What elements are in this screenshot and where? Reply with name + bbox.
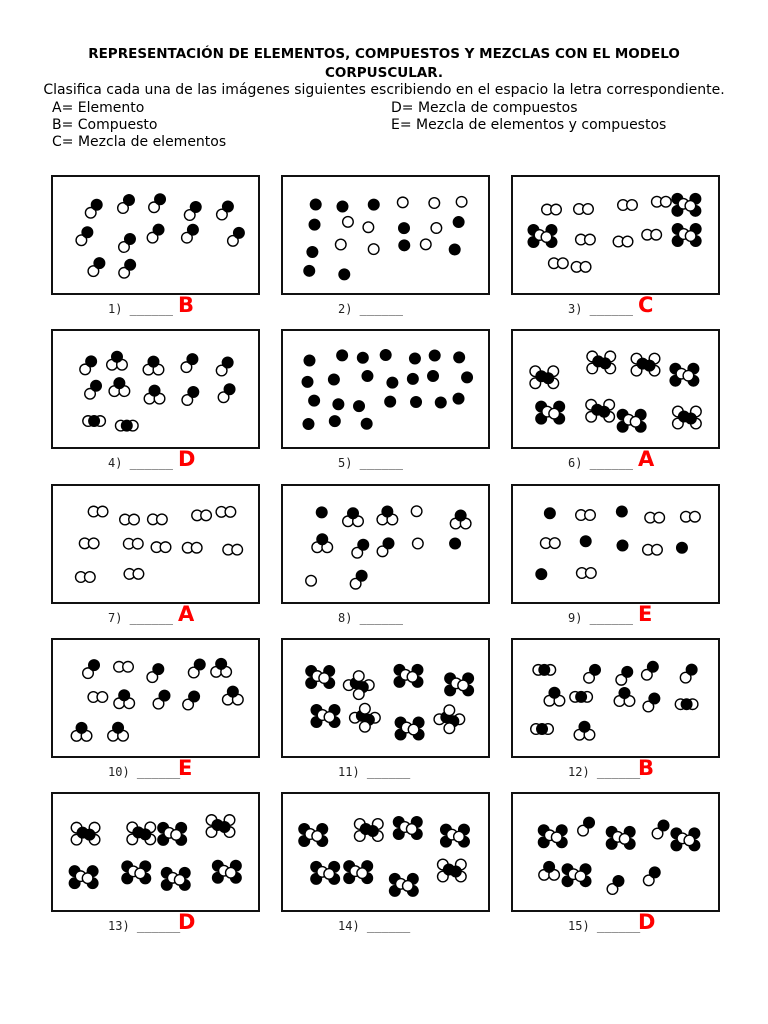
black-atom	[408, 374, 419, 385]
black-atom	[84, 829, 95, 840]
white-atom	[408, 724, 419, 735]
black-atom	[399, 223, 410, 234]
particles-svg	[283, 331, 488, 447]
answer-blank-7[interactable]: 7) ______	[108, 611, 174, 625]
white-atom	[174, 875, 185, 886]
black-atom	[450, 538, 461, 549]
white-atom	[411, 506, 422, 517]
particles-svg	[513, 177, 718, 293]
white-atom	[413, 538, 424, 549]
handwritten-answer-12: B	[638, 756, 655, 780]
handwritten-answer-10: E	[178, 756, 193, 780]
white-atom	[191, 542, 202, 553]
white-atom	[458, 680, 469, 691]
particles-svg	[283, 794, 488, 910]
white-atom	[324, 869, 335, 880]
black-atom	[302, 377, 313, 388]
white-atom	[357, 868, 368, 879]
black-atom	[149, 385, 160, 396]
particle-diagram-14	[281, 792, 490, 912]
particles-svg	[513, 640, 718, 756]
answer-blank-12[interactable]: 12) ______	[568, 765, 641, 779]
black-atom	[125, 260, 136, 271]
black-atom	[333, 399, 344, 410]
answer-blank-9[interactable]: 9) ______	[568, 611, 634, 625]
particles-svg	[53, 177, 258, 293]
answer-blank-8[interactable]: 8) ______	[338, 611, 404, 625]
legend-b: B= Compuesto	[52, 117, 158, 133]
answer-blank-10[interactable]: 10) ______	[108, 765, 181, 779]
black-atom	[613, 876, 624, 887]
particle-diagram-11	[281, 638, 490, 758]
black-atom	[462, 372, 473, 383]
white-atom	[123, 662, 134, 673]
black-atom	[358, 539, 369, 550]
white-atom	[403, 881, 414, 892]
black-atom	[454, 352, 465, 363]
black-atom	[188, 387, 199, 398]
white-atom	[363, 222, 374, 233]
black-atom	[159, 690, 170, 701]
white-atom	[652, 544, 663, 555]
black-atom	[649, 867, 660, 878]
black-atom	[584, 817, 595, 828]
black-atom	[76, 723, 87, 734]
white-atom	[580, 262, 591, 273]
answer-blank-3[interactable]: 3) ______	[568, 302, 634, 316]
white-atom	[97, 692, 108, 703]
handwritten-answer-3: C	[638, 293, 654, 317]
white-atom	[397, 197, 408, 208]
black-atom	[617, 506, 628, 517]
black-atom	[549, 687, 560, 698]
black-atom	[188, 224, 199, 235]
black-atom	[121, 420, 132, 431]
handwritten-answer-4: D	[178, 447, 196, 471]
black-atom	[113, 722, 124, 733]
white-atom	[619, 834, 630, 845]
white-atom	[654, 512, 665, 523]
white-atom	[444, 705, 455, 716]
white-atom	[456, 197, 467, 208]
handwritten-answer-7: A	[178, 602, 195, 626]
black-atom	[155, 194, 166, 205]
black-atom	[617, 540, 628, 551]
white-atom	[82, 873, 93, 884]
white-atom	[306, 575, 317, 586]
white-atom	[353, 689, 364, 700]
black-atom	[686, 664, 697, 675]
black-atom	[648, 662, 659, 673]
particles-svg	[513, 486, 718, 602]
answer-blank-2[interactable]: 2) ______	[338, 302, 404, 316]
black-atom	[649, 693, 660, 704]
answer-blank-14[interactable]: 14) ______	[338, 919, 411, 933]
legend-c: C= Mezcla de elementos	[52, 134, 227, 150]
legend-a: A= Elemento	[52, 100, 145, 116]
black-atom	[449, 244, 460, 255]
particle-diagram-3	[511, 175, 720, 295]
white-atom	[575, 871, 586, 882]
white-atom	[661, 196, 672, 207]
black-atom	[304, 266, 315, 277]
white-atom	[353, 671, 364, 682]
black-atom	[112, 351, 123, 362]
black-atom	[91, 381, 102, 392]
black-atom	[367, 826, 378, 837]
particles-svg	[53, 486, 258, 602]
white-atom	[685, 231, 696, 242]
black-atom	[658, 820, 669, 831]
black-atom	[316, 507, 327, 518]
answer-blank-6[interactable]: 6) ______	[568, 456, 634, 470]
black-atom	[358, 352, 369, 363]
white-atom	[551, 204, 562, 215]
black-atom	[387, 377, 398, 388]
white-atom	[684, 835, 695, 846]
black-atom	[599, 406, 610, 417]
white-atom	[319, 673, 330, 684]
black-atom	[543, 373, 554, 384]
legend-d: D= Mezcla de compuestos	[391, 100, 578, 116]
white-atom	[85, 572, 96, 583]
black-atom	[383, 538, 394, 549]
black-atom	[435, 397, 446, 408]
black-atom	[124, 195, 135, 206]
white-atom	[549, 408, 560, 419]
black-atom	[228, 686, 239, 697]
black-atom	[187, 354, 198, 365]
black-atom	[148, 356, 159, 367]
white-atom	[360, 703, 371, 714]
particle-diagram-7	[51, 484, 260, 604]
black-atom	[330, 416, 341, 427]
answer-blank-15[interactable]: 15) ______	[568, 919, 641, 933]
black-atom	[219, 822, 230, 833]
black-atom	[453, 217, 464, 228]
black-atom	[348, 508, 359, 519]
black-atom	[303, 419, 314, 430]
handwritten-answer-13: D	[178, 910, 196, 934]
black-atom	[428, 371, 439, 382]
particles-svg	[53, 794, 258, 910]
black-atom	[125, 234, 136, 245]
white-atom	[232, 544, 243, 555]
black-atom	[89, 416, 100, 427]
black-atom	[234, 228, 245, 239]
black-atom	[579, 721, 590, 732]
black-atom	[309, 219, 320, 230]
particle-diagram-4	[51, 329, 260, 449]
black-atom	[600, 358, 611, 369]
white-atom	[630, 416, 641, 427]
black-atom	[453, 393, 464, 404]
black-atom	[411, 397, 422, 408]
particles-svg	[513, 794, 718, 910]
particles-svg	[283, 486, 488, 602]
black-atom	[223, 201, 234, 212]
black-atom	[307, 247, 318, 258]
answer-blank-11[interactable]: 11) ______	[338, 765, 411, 779]
black-atom	[576, 692, 587, 703]
black-atom	[339, 269, 350, 280]
white-atom	[454, 831, 465, 842]
black-atom	[153, 224, 164, 235]
particle-diagram-12	[511, 638, 720, 758]
black-atom	[216, 659, 227, 670]
white-atom	[683, 370, 694, 381]
white-atom	[551, 832, 562, 843]
white-atom	[690, 511, 701, 522]
handwritten-answer-15: D	[638, 910, 656, 934]
black-atom	[644, 360, 655, 371]
white-atom	[585, 510, 596, 521]
black-atom	[337, 201, 348, 212]
black-atom	[362, 371, 373, 382]
black-atom	[194, 659, 205, 670]
white-atom	[407, 672, 418, 683]
white-atom	[97, 506, 108, 517]
black-atom	[455, 510, 466, 521]
answer-blank-13[interactable]: 13) ______	[108, 919, 181, 933]
white-atom	[368, 244, 379, 255]
particle-diagram-10	[51, 638, 260, 758]
particles-svg	[53, 331, 258, 447]
black-atom	[537, 724, 548, 735]
particle-diagram-9	[511, 484, 720, 604]
black-atom	[310, 199, 321, 210]
white-atom	[420, 239, 431, 250]
white-atom	[135, 868, 146, 879]
black-atom	[619, 688, 630, 699]
handwritten-answer-1: B	[178, 293, 195, 317]
white-atom	[343, 217, 354, 228]
black-atom	[382, 506, 393, 517]
instruction-text: Clasifica cada una de las imágenes siguientes escribiendo en el espacio la letra correspondiente.	[43, 82, 725, 98]
black-atom	[153, 664, 164, 675]
particle-diagram-15	[511, 792, 720, 912]
white-atom	[431, 223, 442, 234]
white-atom	[429, 198, 440, 209]
black-atom	[91, 200, 102, 211]
white-atom	[225, 507, 236, 518]
black-atom	[544, 862, 555, 873]
white-atom	[157, 514, 168, 525]
answer-blank-4[interactable]: 4) ______	[108, 456, 174, 470]
black-atom	[140, 829, 151, 840]
white-atom	[335, 239, 346, 250]
black-atom	[190, 202, 201, 213]
white-atom	[133, 569, 144, 580]
white-atom	[627, 200, 638, 211]
black-atom	[368, 199, 379, 210]
black-atom	[545, 508, 556, 519]
black-atom	[539, 665, 550, 676]
white-atom	[88, 538, 99, 549]
white-atom	[226, 867, 237, 878]
black-atom	[89, 660, 100, 671]
particles-svg	[283, 177, 488, 293]
particle-diagram-8	[281, 484, 490, 604]
black-atom	[329, 374, 340, 385]
white-atom	[585, 234, 596, 245]
black-atom	[119, 690, 130, 701]
black-atom	[399, 240, 410, 251]
white-atom	[129, 514, 140, 525]
black-atom	[189, 691, 200, 702]
black-atom	[222, 357, 233, 368]
particle-diagram-5	[281, 329, 490, 449]
black-atom	[590, 665, 601, 676]
black-atom	[224, 384, 235, 395]
black-atom	[86, 356, 97, 367]
white-atom	[622, 236, 633, 247]
black-atom	[380, 350, 391, 361]
particle-diagram-6	[511, 329, 720, 449]
particle-diagram-2	[281, 175, 490, 295]
black-atom	[82, 227, 93, 238]
black-atom	[337, 350, 348, 361]
white-atom	[406, 824, 417, 835]
black-atom	[622, 667, 633, 678]
legend-e: E= Mezcla de elementos y compuestos	[391, 117, 667, 133]
black-atom	[385, 396, 396, 407]
white-atom	[171, 830, 182, 841]
white-atom	[312, 831, 323, 842]
white-atom	[549, 538, 560, 549]
black-atom	[361, 418, 372, 429]
black-atom	[677, 542, 688, 553]
particles-svg	[513, 331, 718, 447]
particles-svg	[53, 640, 258, 756]
white-atom	[651, 229, 662, 240]
black-atom	[580, 536, 591, 547]
answer-blank-1[interactable]: 1) ______	[108, 302, 174, 316]
black-atom	[317, 534, 328, 545]
handwritten-answer-6: A	[638, 447, 655, 471]
particle-diagram-13	[51, 792, 260, 912]
white-atom	[201, 510, 212, 521]
black-atom	[354, 401, 365, 412]
answer-blank-5[interactable]: 5) ______	[338, 456, 404, 470]
black-atom	[114, 378, 125, 389]
black-atom	[356, 570, 367, 581]
black-atom	[681, 699, 692, 710]
black-atom	[309, 395, 320, 406]
white-atom	[685, 201, 696, 212]
white-atom	[160, 542, 171, 553]
worksheet-title: REPRESENTACIÓN DE ELEMENTOS, COMPUESTOS Y MEZCLAS CON EL MODELO CORPUSCULAR.	[88, 46, 680, 81]
black-atom	[304, 355, 315, 366]
black-atom	[451, 866, 462, 877]
black-atom	[686, 413, 697, 424]
black-atom	[429, 350, 440, 361]
white-atom	[583, 204, 594, 215]
white-atom	[132, 538, 143, 549]
particle-diagram-1	[51, 175, 260, 295]
black-atom	[536, 569, 547, 580]
handwritten-answer-9: E	[638, 602, 653, 626]
white-atom	[444, 723, 455, 734]
black-atom	[410, 353, 421, 364]
white-atom	[586, 568, 597, 579]
black-atom	[94, 258, 105, 269]
white-atom	[324, 712, 335, 723]
white-atom	[541, 232, 552, 243]
white-atom	[360, 721, 371, 732]
particles-svg	[283, 640, 488, 756]
white-atom	[558, 258, 569, 269]
